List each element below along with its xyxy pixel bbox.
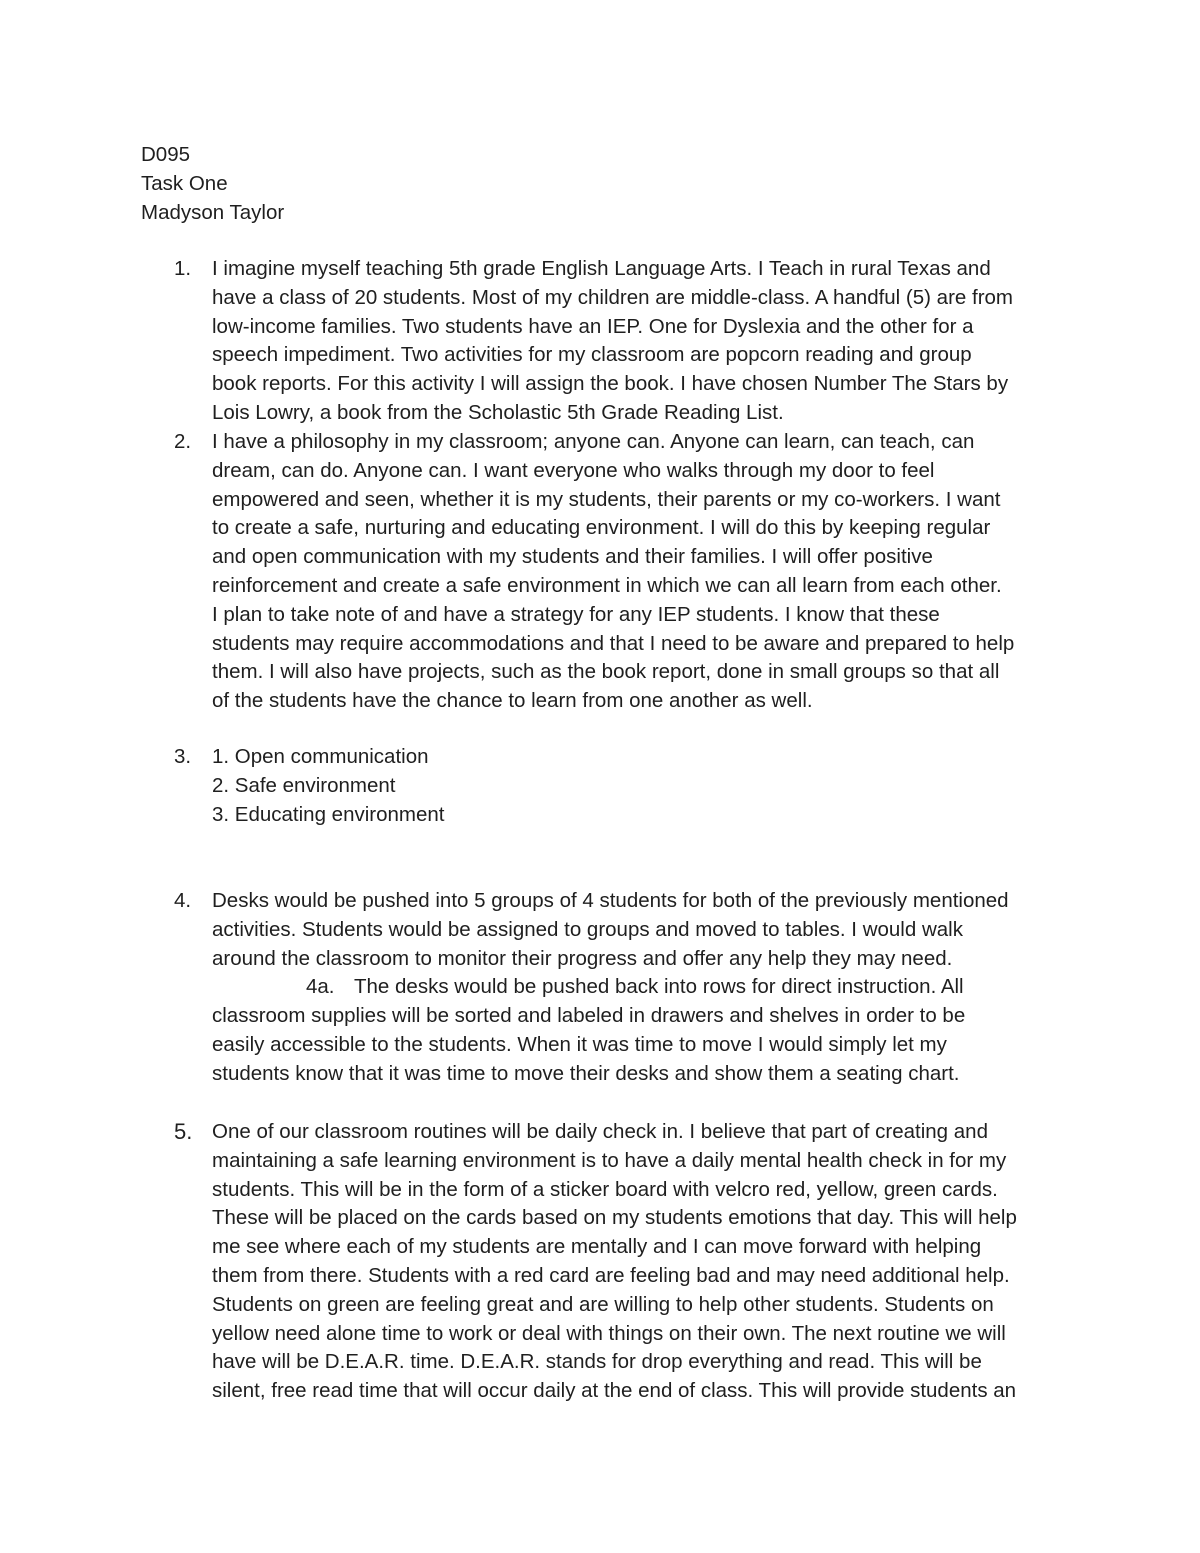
text-line: easily accessible to the students. When it was time to move I would simply let my (212, 1032, 947, 1056)
text-line: to create a safe, nurturing and educating environment. I will do this by keeping regular (212, 516, 991, 540)
text-line: students may require accommodations and that I need to be aware and prepared to help (212, 631, 1015, 655)
text-line: I plan to take note of and have a strategy for any IEP students. I know that these (212, 602, 940, 626)
list-item-text (212, 1118, 1017, 1406)
sub-item-label: 4a. (306, 975, 335, 999)
sub-item-line (212, 973, 1009, 1002)
text-line: These will be placed on the cards based on my students emotions that day. This will help (212, 1206, 1017, 1230)
text-line: yellow need alone time to work or deal with things on their own. The next routine we will (212, 1321, 1006, 1345)
text-line: Students on green are feeling great and are willing to help other students. Students on (212, 1292, 994, 1316)
text-line: around the classroom to monitor their progress and offer any help they may need. (212, 946, 953, 970)
text-line: of the students have the chance to learn from one another as well. (212, 689, 813, 713)
text-line: empowered and seen, whether it is my students, their parents or my co-workers. I want (212, 487, 1001, 511)
text-line: book reports. For this activity I will assign the book. I have chosen Number The Stars by (212, 372, 1009, 396)
text-line: speech impediment. Two activities for my classroom are popcorn reading and group (212, 343, 972, 367)
course-code: D095 (141, 143, 191, 166)
text-line: them. I will also have projects, such as the book report, done in small groups so that all (212, 660, 1000, 684)
list-number: 4. (174, 889, 192, 912)
text-line: have a class of 20 students. Most of my children are middle-class. A handful (5) are from (212, 285, 1014, 309)
text-line: silent, free read time that will occur daily at the end of class. This will provide students an (212, 1379, 1017, 1403)
list-number: 3. (174, 745, 192, 768)
task-title: Task One (141, 171, 228, 195)
list-item-text (212, 255, 1013, 428)
list-number: 5. (174, 1119, 193, 1144)
text-line: have will be D.E.A.R. time. D.E.A.R. stands for drop everything and read. This will be (212, 1350, 982, 1374)
text-line: 3. Educating environment (212, 802, 445, 826)
text-line: Desks would be pushed into 5 groups of 4 students for both of the previously mentioned (212, 889, 1009, 912)
text-line: The desks would be pushed back into rows for direct instruction. All (354, 975, 964, 999)
text-line: classroom supplies will be sorted and labeled in drawers and shelves in order to be (212, 1004, 966, 1028)
list-item-text (212, 428, 1014, 716)
list-number: 1. (174, 257, 192, 280)
text-line: One of our classroom routines will be daily check in. I believe that part of creating and (212, 1120, 988, 1143)
list-item-text (212, 887, 1009, 1089)
text-line: Lois Lowry, a book from the Scholastic 5th Grade Reading List. (212, 400, 784, 424)
text-line: low-income families. Two students have an IEP. One for Dyslexia and the other for a (212, 314, 974, 338)
text-line: them from there. Students with a red card are feeling bad and may need additional help. (212, 1263, 1010, 1287)
list-item-text (212, 743, 444, 829)
text-line: I imagine myself teaching 5th grade English Language Arts. I Teach in rural Texas and (212, 257, 991, 280)
text-line: dream, can do. Anyone can. I want everyone who walks through my door to feel (212, 458, 935, 482)
document-header (141, 141, 284, 227)
text-line: and open communication with my students and their families. I will offer positive (212, 545, 933, 569)
text-line: me see where each of my students are mentally and I can move forward with helping (212, 1235, 982, 1259)
list-number: 2. (174, 430, 192, 453)
author-name: Madyson Taylor (141, 200, 285, 224)
text-line: activities. Students would be assigned to groups and moved to tables. I would walk (212, 917, 963, 941)
text-line: students. This will be in the form of a sticker board with velcro red, yellow, green cards. (212, 1177, 998, 1201)
text-line: maintaining a safe learning environment is to have a daily mental health check in for my (212, 1148, 1007, 1172)
text-line: 1. Open communication (212, 745, 429, 768)
text-line: students know that it was time to move their desks and show them a seating chart. (212, 1061, 960, 1085)
text-line: 2. Safe environment (212, 773, 396, 797)
text-line: I have a philosophy in my classroom; anyone can. Anyone can learn, can teach, can (212, 430, 975, 453)
text-line: reinforcement and create a safe environment in which we can all learn from each other. (212, 573, 1002, 597)
